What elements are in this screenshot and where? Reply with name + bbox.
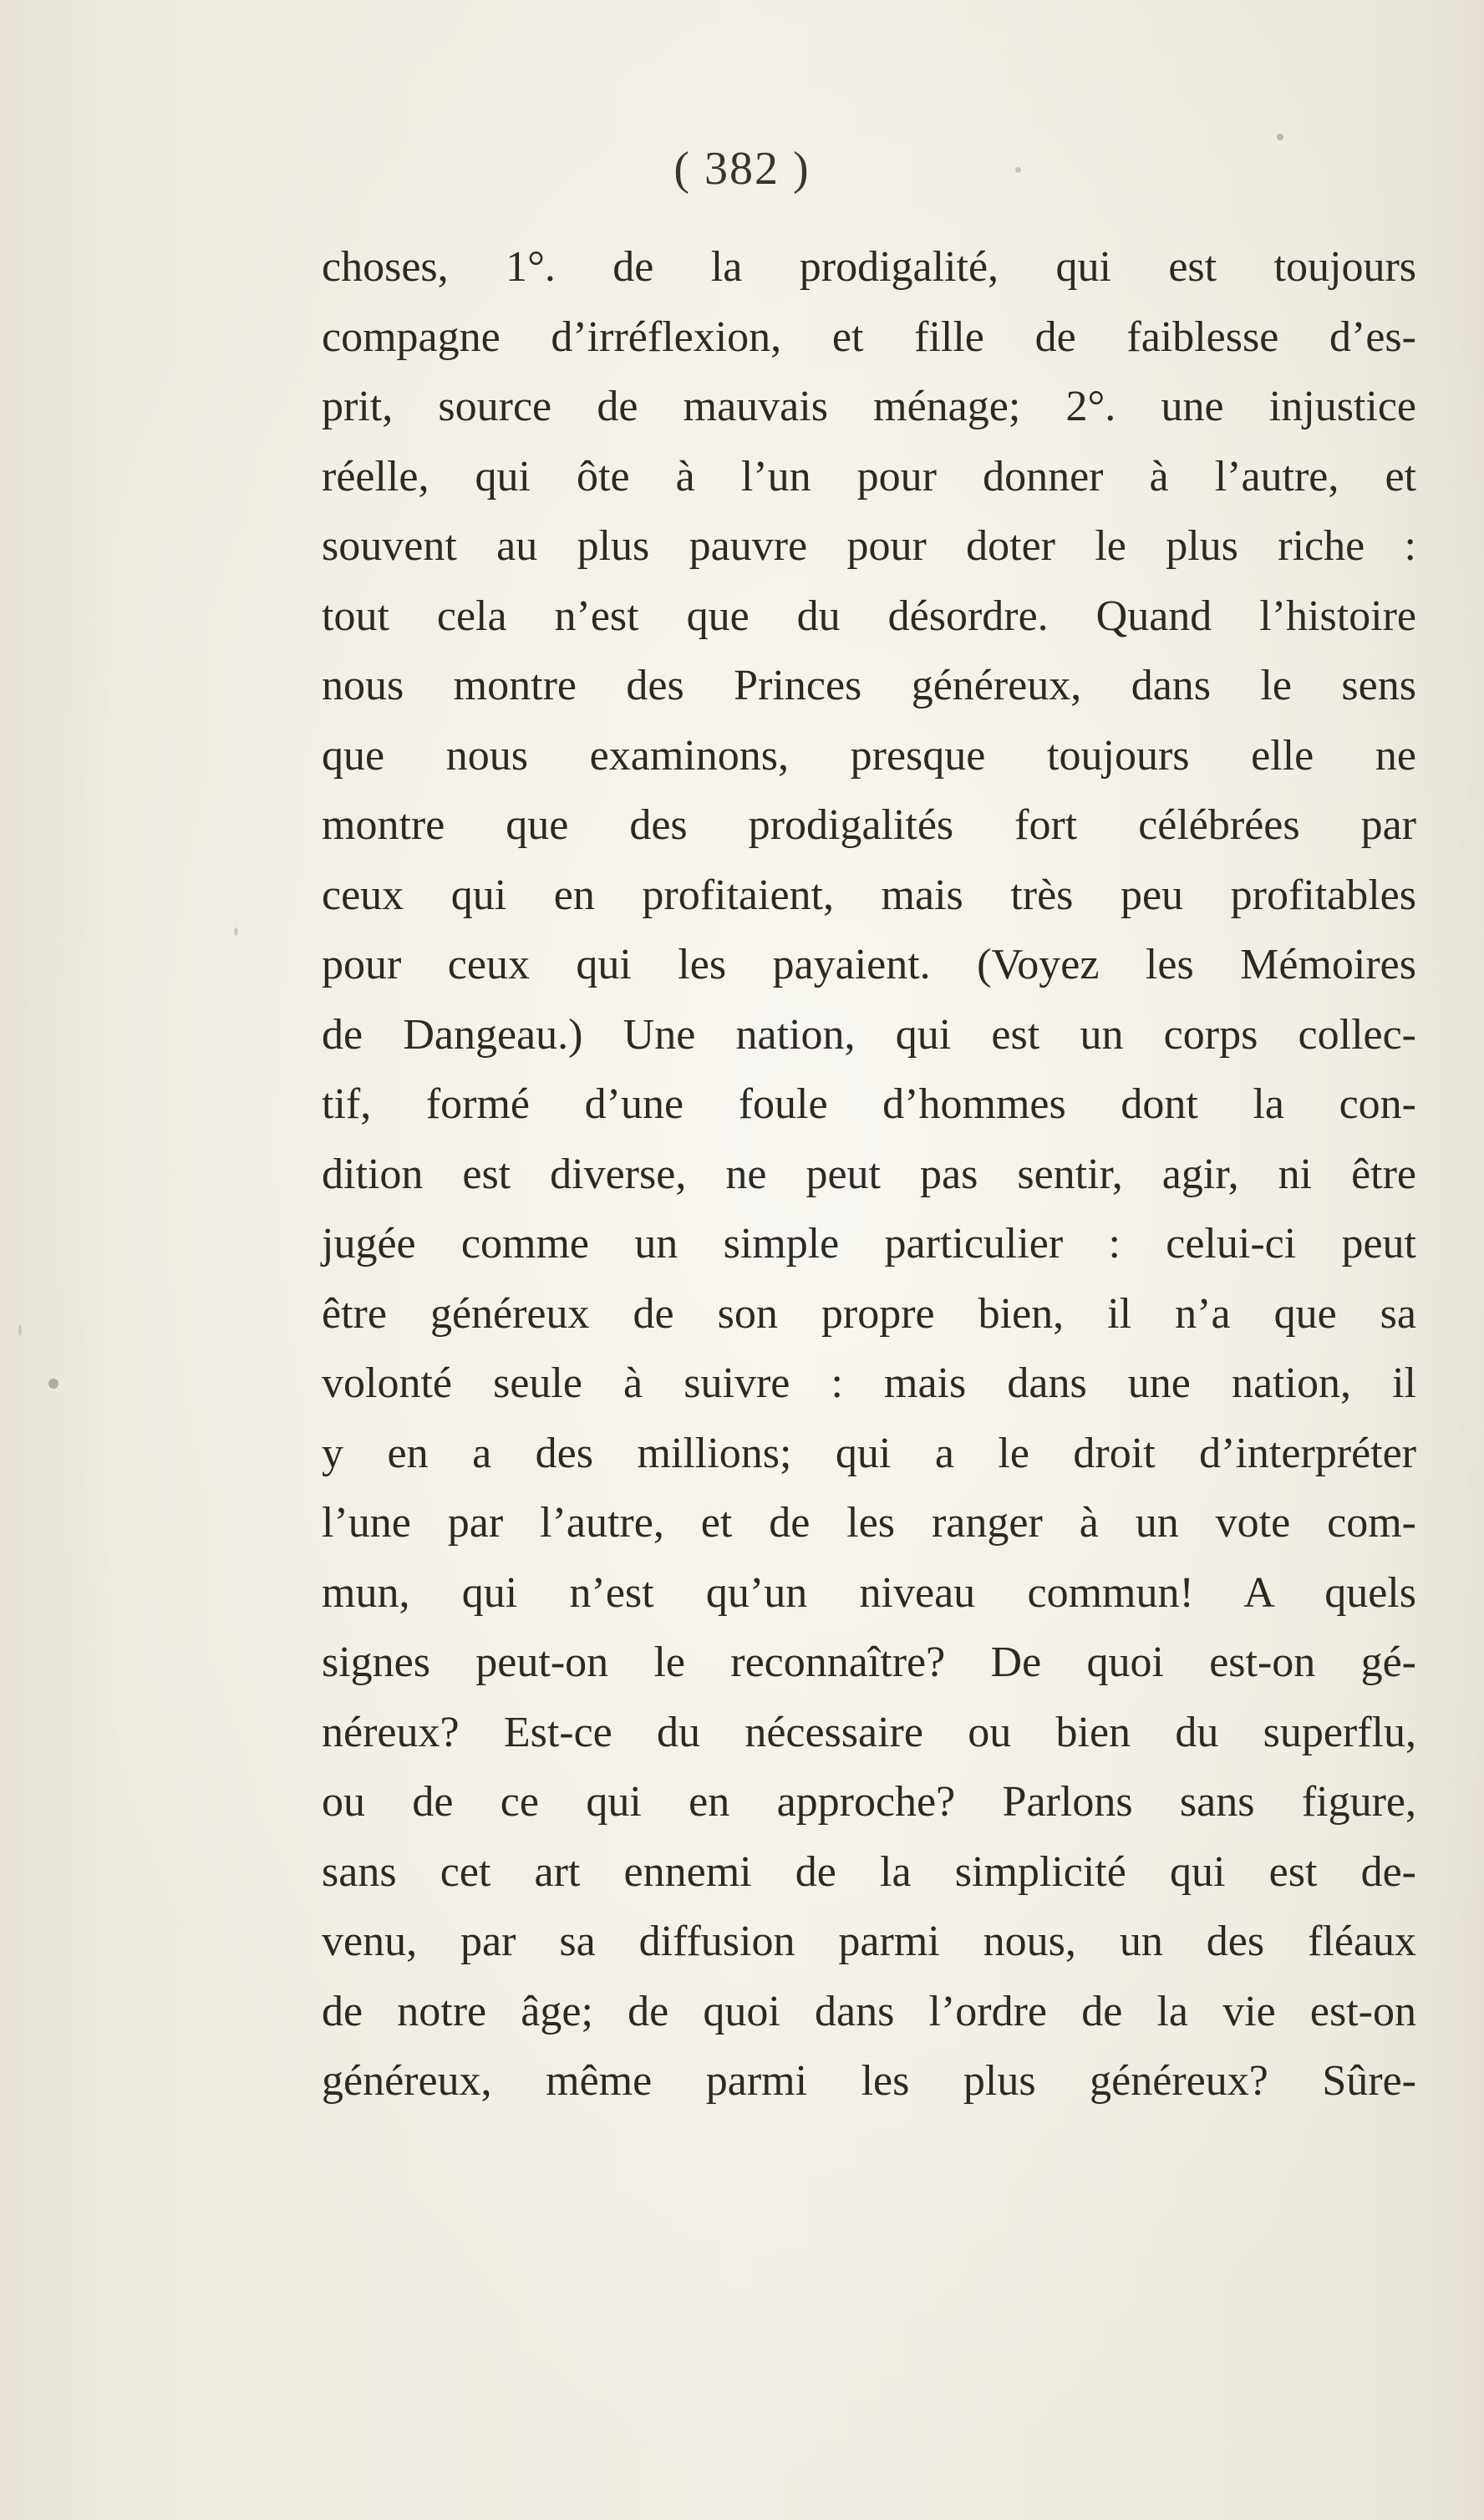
text-line: compagne d’irréflexion, et fille de faiblesse d’es- — [322, 312, 1416, 361]
text-line: ou de ce qui en approche? Parlons sans figure, — [322, 1778, 1416, 1826]
text-line: réelle, qui ôte à l’un pour donner à l’autre, et — [322, 452, 1416, 500]
text-line: mun, qui n’est qu’un niveau commun! A quels — [322, 1568, 1416, 1617]
paper-speck — [234, 927, 238, 936]
text-line: tif, formé d’une foule d’hommes dont la con- — [322, 1080, 1416, 1128]
text-line: montre que des prodigalités fort célébrées par — [322, 801, 1416, 849]
text-line: dition est diverse, ne peut pas sentir, agir, ni être — [322, 1150, 1416, 1198]
text-line: signes peut-on le reconnaître? De quoi est-on gé- — [322, 1639, 1416, 1686]
text-line: pour ceux qui les payaient. (Voyez les Mémoires — [322, 941, 1416, 988]
text-line: sans cet art ennemi de la simplicité qui est de- — [322, 1847, 1416, 1896]
paper-speck — [1015, 167, 1021, 173]
page-number: ( 382 ) — [673, 143, 811, 195]
text-line: que nous examinons, presque toujours elle ne — [322, 731, 1416, 780]
text-line: venu, par sa diffusion parmi nous, un des fléaux — [322, 1918, 1416, 1965]
body-text — [322, 232, 1416, 2116]
text-line: l’une par l’autre, et de les ranger à un vote com- — [322, 1499, 1416, 1547]
paper-speck — [1277, 134, 1283, 140]
text-line: néreux? Est-ce du nécessaire ou bien du superflu, — [322, 1708, 1416, 1756]
text-line: jugée comme un simple particulier : celui-ci peut — [322, 1220, 1416, 1268]
text-line: choses, 1°. de la prodigalité, qui est toujours — [322, 243, 1416, 291]
text-line: nous montre des Princes généreux, dans le sens — [322, 662, 1416, 709]
text-line: ceux qui en profitaient, mais très peu profitables — [322, 871, 1416, 919]
text-line: généreux, même parmi les plus généreux? Sûre- — [322, 2057, 1416, 2105]
text-line: y en a des millions; qui a le droit d’interpréter — [322, 1429, 1416, 1477]
text-line: de notre âge; de quoi dans l’ordre de la vie est-on — [322, 1987, 1416, 2035]
text-line: tout cela n’est que du désordre. Quand l’histoire — [322, 592, 1416, 640]
text-line: prit, source de mauvais ménage; 2°. une injustice — [322, 383, 1416, 430]
paper-speck — [48, 1379, 58, 1389]
text-line: volonté seule à suivre : mais dans une nation, il — [322, 1359, 1416, 1407]
text-line: de Dangeau.) Une nation, qui est un corps collec- — [322, 1010, 1416, 1059]
text-line: souvent au plus pauvre pour doter le plus riche : — [322, 522, 1416, 570]
paper-speck — [18, 1324, 22, 1336]
text-line: être généreux de son propre bien, il n’a que sa — [322, 1289, 1416, 1338]
